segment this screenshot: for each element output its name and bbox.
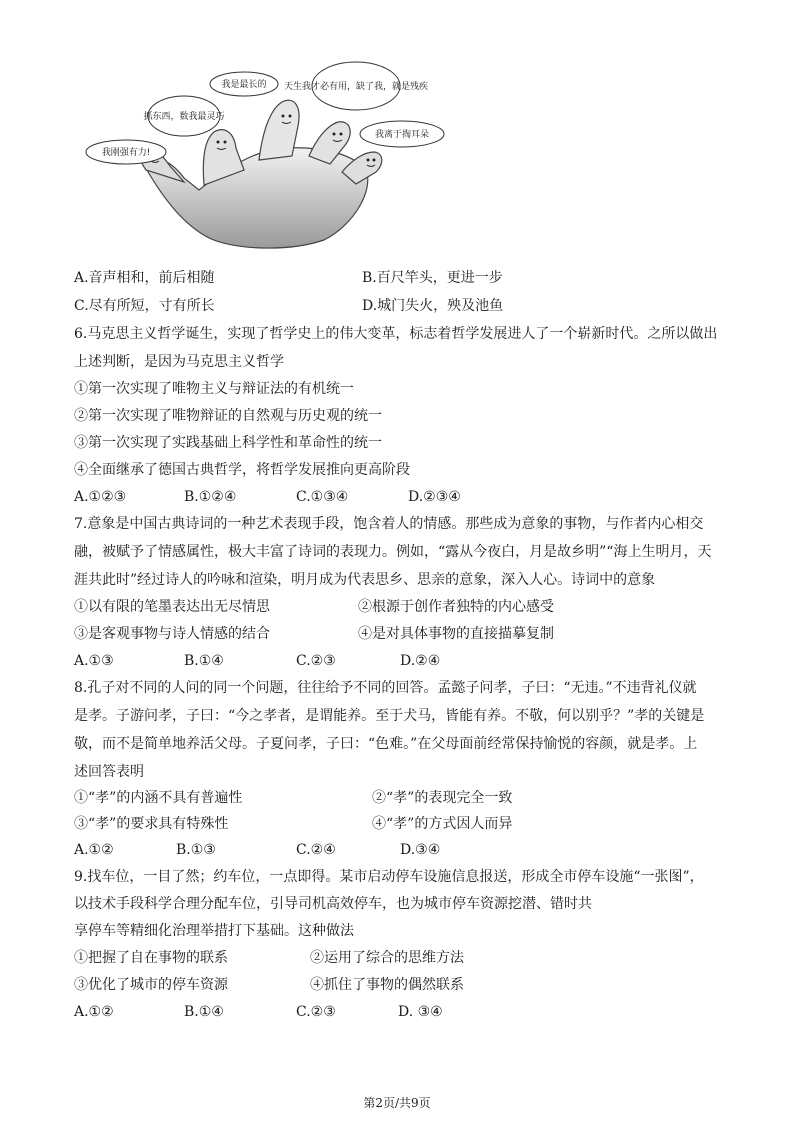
q7-stem-line2: 融，被赋予了情感属性，极大丰富了诗词的表现力。例如，“露从今夜白，月是故乡明”“海上生明月，天 [74, 544, 712, 560]
q8-item-4: ④“孝”的方式因人而异 [372, 816, 513, 832]
q7-stem-line1: 7.意象是中国古典诗词的一种艺术表现手段，饱含着人的情感。那些成为意象的事物，与作者内心相交 [74, 516, 704, 532]
q8-stem-line1: 8.孔子对不同的人问的同一个问题，往往给予不同的回答。孟懿子问孝，子曰：“无违。”不违背礼仪就 [74, 680, 697, 696]
q6-option-c: C.①③④ [296, 489, 349, 505]
q5-option-d: D.城门失火，殃及池鱼 [362, 298, 504, 314]
q8-stem-line4: 述回答表明 [74, 764, 144, 780]
q6-stem-line1: 6.马克思主义哲学诞生，实现了哲学史上的伟大变革，标志着哲学发展进人了一个崭新时代。之所以做出 [74, 326, 718, 342]
q8-item-3: ③“孝”的要求具有特殊性 [74, 816, 229, 832]
middle-bubble-text: 我是最长的 [221, 80, 267, 90]
q7-option-c: C.②③ [296, 653, 336, 669]
q5-option-b: B.百尺竿头，更进一步 [362, 270, 503, 286]
hand-cartoon-figure [84, 60, 474, 250]
q7-item-2: ②根源于创作者独特的内心感受 [358, 599, 554, 615]
q8-item-1: ①“孝”的内涵不具有普遍性 [74, 790, 243, 806]
q6-option-b: B.①②④ [184, 489, 237, 505]
q6-item-3: ③第一次实现了实践基础上科学性和革命性的统一 [74, 435, 382, 451]
q8-stem-line2: 是孝。子游问孝，子曰：“今之孝者，是谓能养。至于犬马，皆能有养。不敬，何以别乎？”孝的关键是 [74, 708, 705, 724]
q6-option-d: D.②③④ [408, 489, 461, 505]
q8-option-a: A.①② [74, 842, 114, 858]
q8-item-2: ②“孝”的表现完全一致 [372, 790, 513, 806]
q8-option-d: D.③④ [400, 842, 441, 858]
q9-item-4: ④抓住了事物的偶然联系 [310, 977, 464, 993]
q8-option-c: C.②④ [296, 842, 336, 858]
thumb-bubble-text: 我刚强有力! [101, 148, 151, 158]
q9-stem-line2: 以技术手段科学合理分配车位，引导司机高效停车，也为城市停车资源挖潜、错时共 [74, 896, 592, 912]
q6-stem-line2: 上述判断，是因为马克思主义哲学 [74, 354, 284, 370]
q9-option-a: A.①② [74, 1004, 114, 1020]
index-bubble-text: 抓东西，数我最灵巧 [143, 112, 225, 122]
q9-option-d: D. ③④ [398, 1004, 443, 1020]
q7-item-4: ④是对具体事物的直接描摹复制 [358, 626, 554, 642]
q6-item-1: ①第一次实现了唯物主义与辩证法的有机统一 [74, 381, 354, 397]
q6-item-4: ④全面继承了德国古典哲学，将哲学发展推向更高阶段 [74, 462, 410, 478]
q9-stem-line3: 享停车等精细化治理举措打下基础。这种做法 [74, 923, 354, 939]
q7-option-d: D.②④ [400, 653, 441, 669]
hand-illustration [84, 60, 474, 250]
q7-item-3: ③是客观事物与诗人情感的结合 [74, 626, 270, 642]
q9-stem-line1: 9.找车位，一目了然；约车位，一点即得。某市启动停车设施信息报送，形成全市停车设施“一张图”， [74, 869, 704, 885]
q7-stem-line3: 涯共此时”经过诗人的吟咏和渲染，明月成为代表思乡、思亲的意象，深入人心。诗词中的意象 [74, 572, 656, 588]
q7-option-b: B.①④ [184, 653, 224, 669]
q5-option-a: A.音声相和，前后相随 [74, 270, 215, 286]
page-number-footer: 第2页/共9页 [363, 1096, 431, 1110]
q9-item-3: ③优化了城市的停车资源 [74, 977, 228, 993]
q9-option-c: C.②③ [296, 1004, 336, 1020]
q7-item-1: ①以有限的笔墨表达出无尽情思 [74, 599, 270, 615]
pinky-bubble-text: 我离于掏耳朵 [374, 130, 430, 140]
ring-bubble-text: 天生我才必有用，缺了我，就是残疾 [283, 82, 429, 92]
q9-option-b: B.①④ [184, 1004, 224, 1020]
q8-option-b: B.①③ [176, 842, 216, 858]
q6-option-a: A.①②③ [74, 489, 127, 505]
q6-item-2: ②第一次实现了唯物辩证的自然观与历史观的统一 [74, 408, 382, 424]
q5-option-c: C.尽有所短，寸有所长 [74, 298, 215, 314]
q9-item-1: ①把握了自在事物的联系 [74, 950, 228, 966]
q8-stem-line3: 敬，而不是简单地养活父母。子夏问孝，子曰：“色难。”在父母面前经常保持愉悦的容颜，就是孝。上 [74, 736, 698, 752]
q9-item-2: ②运用了综合的思维方法 [310, 950, 464, 966]
q7-option-a: A.①③ [74, 653, 114, 669]
